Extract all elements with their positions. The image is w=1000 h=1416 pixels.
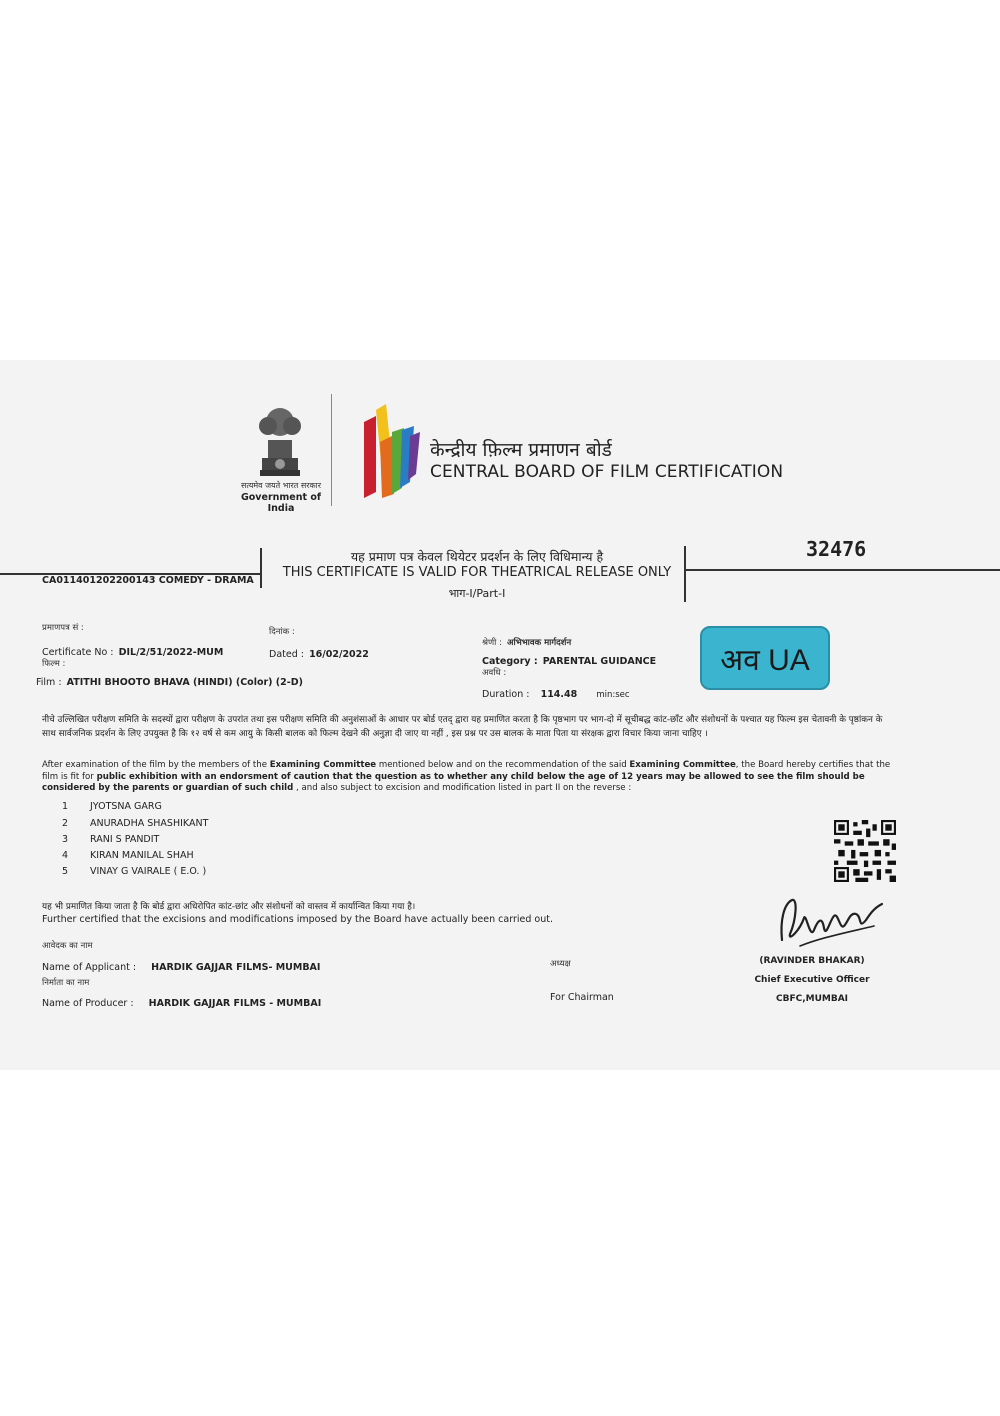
para-part: , the Board hereby certifies that the film is fit for: [42, 760, 891, 782]
category-hindi-value: अभिभावक मार्गदर्शन: [507, 638, 572, 648]
committee-member: [62, 801, 162, 812]
committee-member: [62, 834, 159, 845]
film-label: Film :: [36, 677, 62, 688]
category-row: [482, 649, 656, 668]
cert-no-hindi-label: प्रमाणपत्र सं :: [42, 623, 84, 633]
applicant-value: HARDIK GAJJAR FILMS- MUMBAI: [151, 962, 321, 973]
category-value: PARENTAL GUIDANCE: [542, 656, 657, 667]
signatory-office: CBFC,MUMBAI: [775, 994, 849, 1004]
cert-no-value: DIL/2/51/2022-MUM: [118, 647, 224, 658]
producer-value: HARDIK GAJJAR FILMS - MUMBAI: [148, 998, 322, 1009]
cert-no-row: [42, 640, 223, 659]
film-hindi-label: फिल्म :: [42, 659, 66, 669]
signature-icon: [770, 890, 890, 954]
duration-value: 114.48: [540, 689, 578, 700]
date-label: Dated :: [269, 649, 304, 660]
para-part-bold: Examining Committee: [269, 760, 377, 770]
validity-box-right: [684, 546, 686, 602]
further-certified-hindi: यह भी प्रमाणित किया जाता है कि बोर्ड द्वारा अधिरोपित कांट-छांट और संशोधनों को वास्तव में कार्यान्वित किया गया है।: [42, 902, 416, 912]
further-certified-english: Further certified that the excisions and modifications imposed by the Board have actually been carried out.: [42, 914, 553, 925]
duration-unit: min:sec: [596, 690, 630, 700]
cbfc-logo-icon: [358, 402, 422, 500]
committee-member: [62, 850, 194, 861]
member-name: VINAY G VAIRALE ( E.O. ): [90, 866, 207, 877]
member-name: ANURADHA SHASHIKANT: [90, 818, 209, 829]
member-number: 5: [62, 866, 69, 877]
qr-code-icon: [834, 820, 896, 882]
producer-label: Name of Producer :: [42, 998, 134, 1009]
para-part: After examination of the film by the members of the: [42, 760, 270, 770]
para-part-bold: public exhibition with an endorsment of caution that the question as to whether any child below the age of 12 years may be allowed to see the film should be considered by the parents or guardian of such child: [42, 771, 865, 793]
member-name: JYOTSNA GARG: [90, 801, 162, 812]
duration-row: [482, 682, 630, 701]
validity-hindi: यह प्रमाण पत्र केवल थियेटर प्रदर्शन के लिए विधिमान्य है: [350, 549, 604, 564]
category-label: Category :: [482, 656, 538, 667]
date-hindi-label: दिनांक :: [269, 627, 295, 637]
part-label: भाग-I/Part-I: [448, 587, 506, 600]
committee-member: [62, 818, 208, 829]
member-name: KIRAN MANILAL SHAH: [90, 850, 194, 861]
signatory-name: (RAVINDER BHAKAR): [759, 956, 865, 966]
applicant-row: [42, 955, 320, 974]
applicant-hindi-label: आवेदक का नाम: [42, 941, 93, 951]
signatory-title: Chief Executive Officer: [754, 975, 870, 985]
emblem-hindi-caption: सत्यमेव जयते भारत सरकार: [240, 481, 322, 490]
film-value: ATITHI BHOOTO BHAVA (HINDI) (Color) (2-D): [66, 677, 303, 688]
member-number: 3: [62, 834, 69, 845]
validity-english: THIS CERTIFICATE IS VALID FOR THEATRICAL RELEASE ONLY: [282, 565, 672, 580]
serial-number: 32476: [806, 537, 867, 561]
genre-code-line: CA011401202200143 COMEDY - DRAMA: [42, 575, 254, 586]
validity-box-left: [260, 548, 262, 588]
para-part: , and also subject to excision and modification listed in part II on the reverse :: [293, 783, 632, 793]
member-number: 2: [62, 818, 69, 829]
duration-hindi-label: अवधि :: [482, 668, 507, 678]
producer-row: [42, 991, 321, 1010]
category-hindi-label: श्रेणी :: [482, 638, 502, 648]
cbfc-hindi-title: केन्द्रीय फ़िल्म प्रमाणन बोर्ड: [430, 439, 612, 461]
committee-member: [62, 866, 206, 877]
government-of-india-label: Government of India: [240, 492, 322, 514]
rule-right: [685, 569, 1000, 571]
for-chairman-label: For Chairman: [550, 992, 614, 1003]
member-number: 4: [62, 850, 69, 861]
certification-text-english: [42, 760, 892, 795]
cbfc-english-title: CENTRAL BOARD OF FILM CERTIFICATION: [430, 462, 784, 482]
date-row: [269, 642, 369, 661]
chairman-hindi: अध्यक्ष: [550, 959, 571, 969]
duration-label: Duration :: [482, 689, 530, 700]
member-name: RANI S PANDIT: [90, 834, 160, 845]
para-part-bold: Examining Committee: [629, 760, 736, 770]
certification-text-hindi: नीचे उल्लिखित परीक्षण समिति के सदस्यों द्वारा परीक्षण के उपरांत तथा इस परीक्षण समिति की अनुशंसाओं के आधार पर बोर्ड एतद् द्वारा यह प्रमाणित करता है कि पृष्ठभाग पर भाग-दो में सूचीबद्ध कांट-छाँट और संशोधनों के पश्चात यह फिल्म इस चेतावनी के पृष्ठांकन के साथ सार्वजनिक प्रदर्शन के लिए उपयुक्त है कि १२ वर्ष से कम आयु के किसी बालक को फिल्म देखने की अनुज्ञा दी जाए या नहीं , इस प्रश्न पर उस बालक के माता पिता या संरक्षक द्वारा विचार किया जाना चाहिए ।: [42, 715, 883, 739]
ua-rating-badge: अव UA: [700, 626, 830, 690]
category-hindi-row: [482, 630, 571, 649]
film-row: [36, 670, 303, 689]
date-value: 16/02/2022: [309, 649, 369, 660]
member-number: 1: [62, 801, 69, 812]
header-divider: [331, 394, 332, 506]
para-part: mentioned below and on the recommendation of the said: [376, 760, 630, 770]
cert-no-label: Certificate No :: [42, 647, 114, 658]
applicant-label: Name of Applicant :: [42, 962, 137, 973]
producer-hindi-label: निर्माता का नाम: [42, 978, 90, 988]
